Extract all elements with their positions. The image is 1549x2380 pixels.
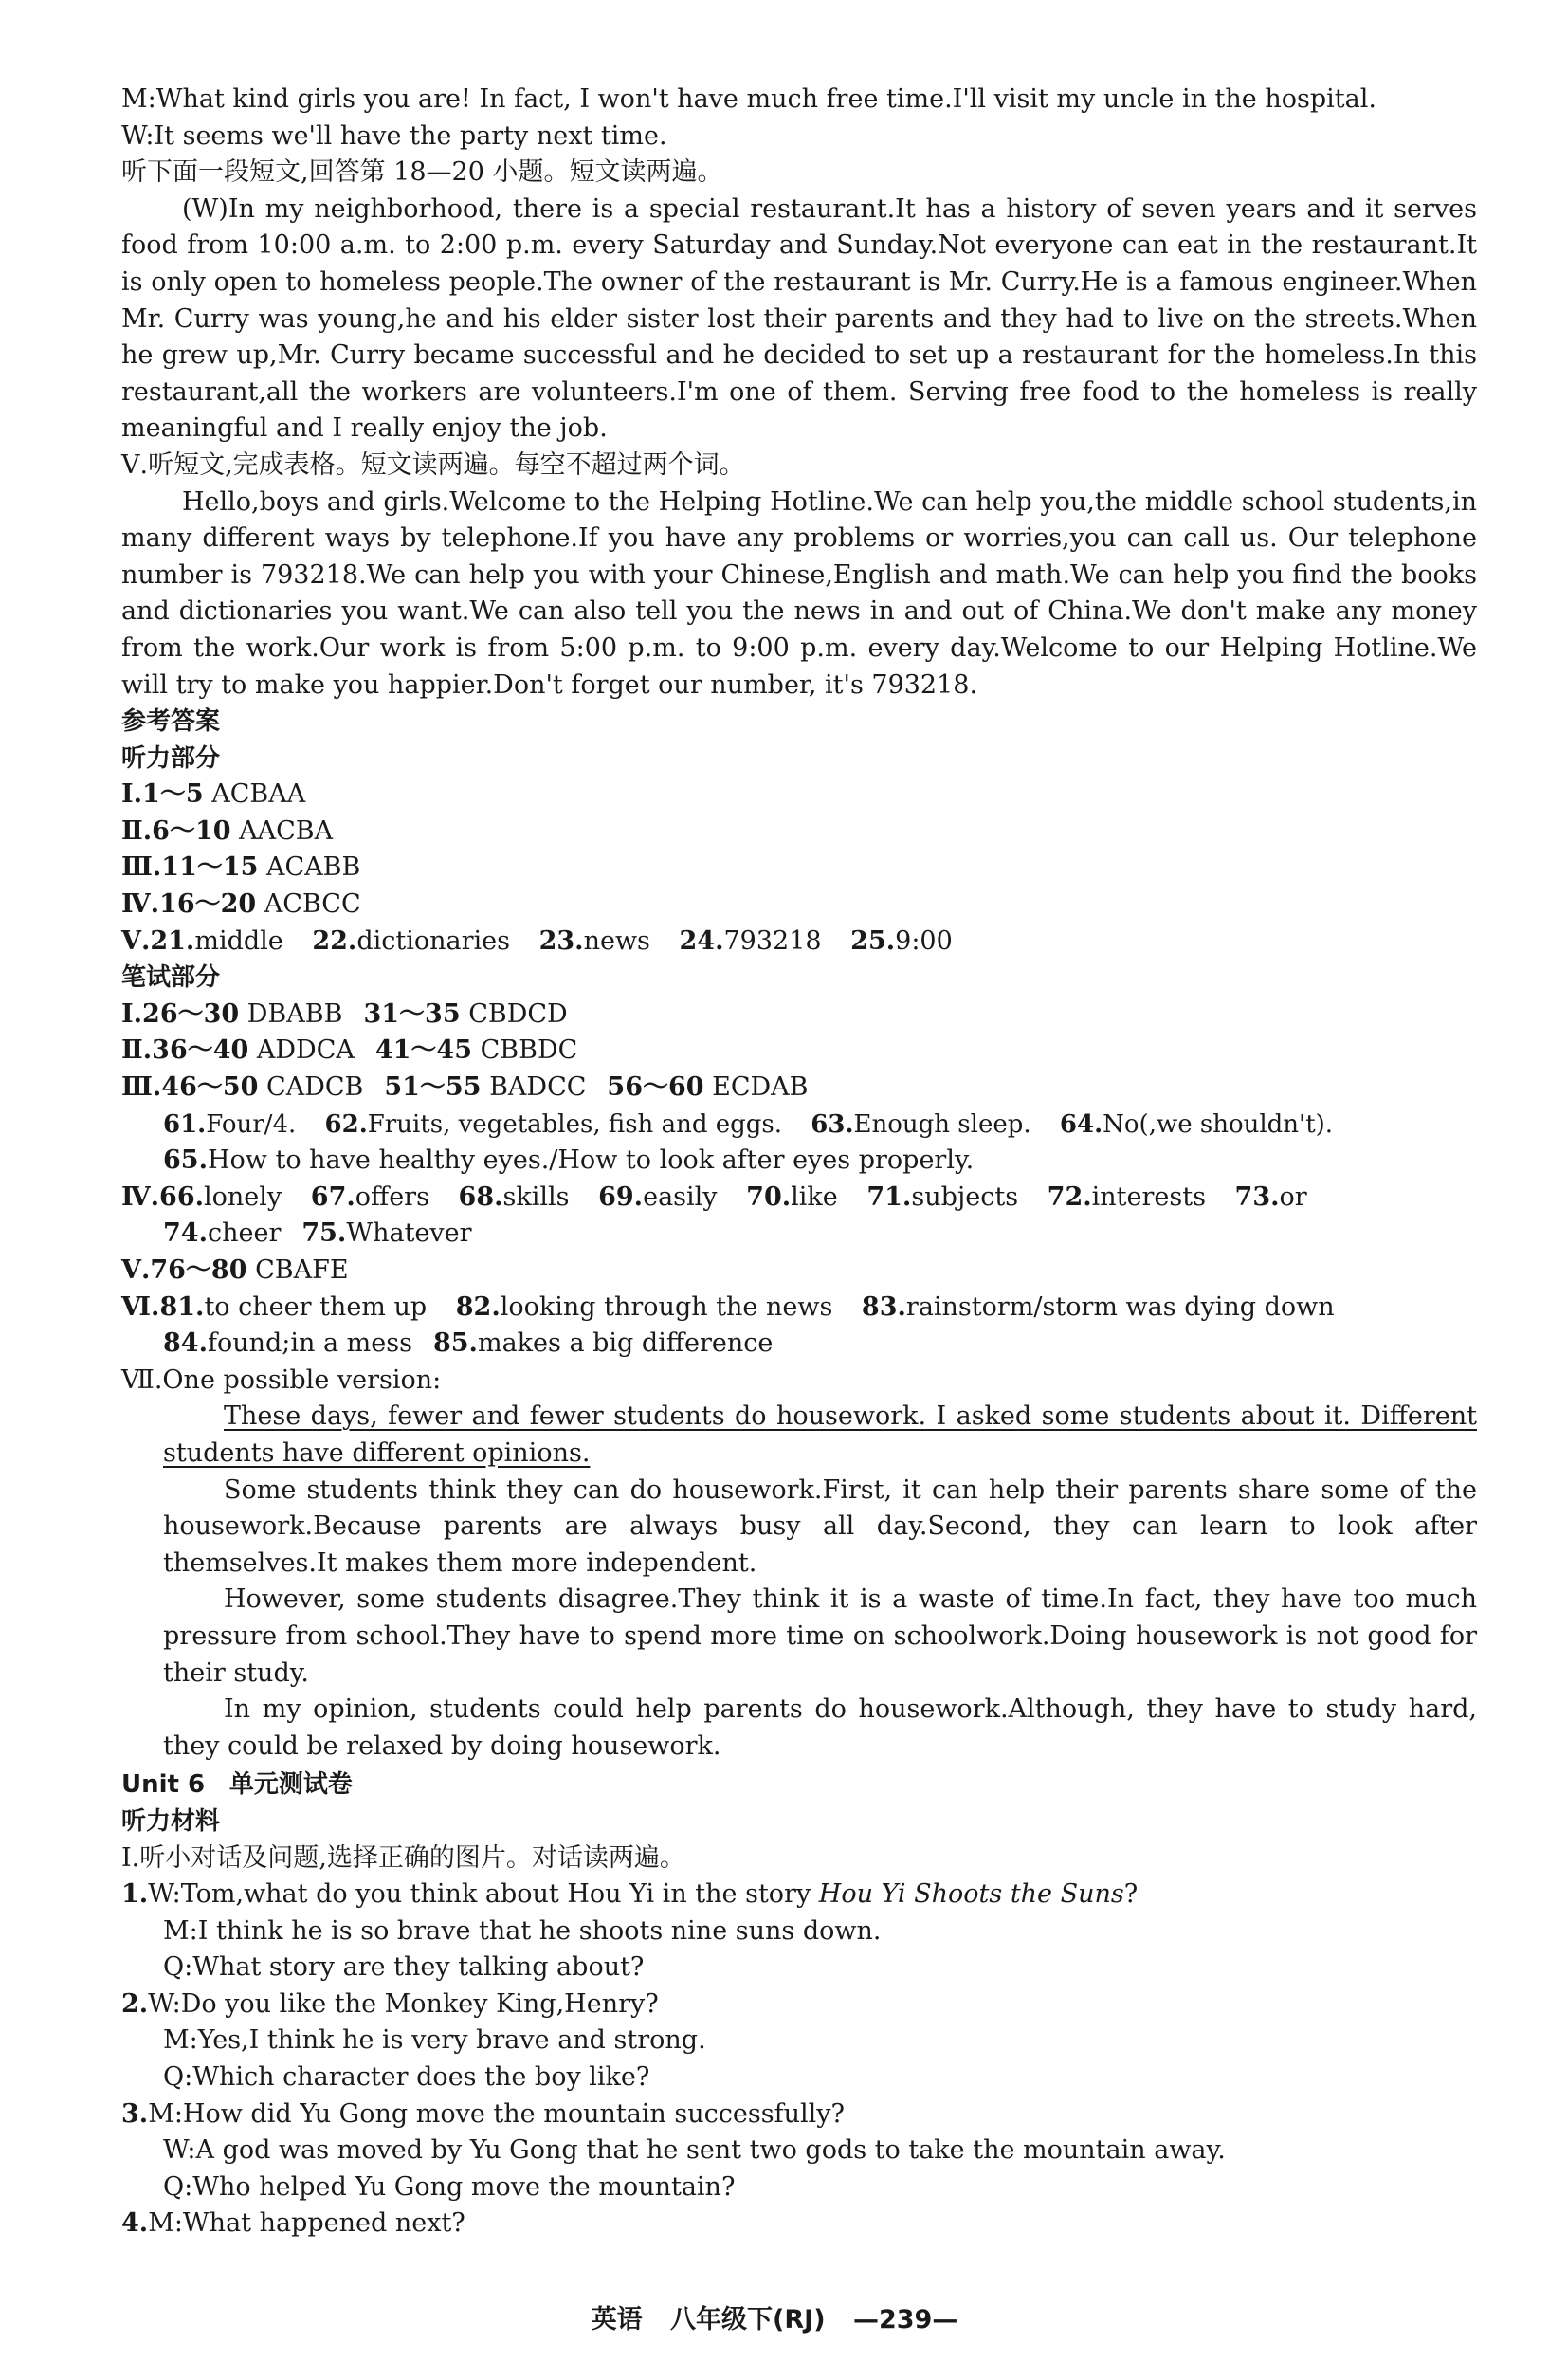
dialogue-line: Q:What story are they talking about? (163, 1952, 645, 1983)
model-essay-label: Ⅶ.One possible version: (121, 1364, 442, 1395)
dialogue-line: 1.W:Tom,what do you think about Hou Yi in the story Hou Yi Shoots the Suns? (121, 1879, 1139, 1910)
dialogue-line: 2.W:Do you like the Monkey King,Henry? (121, 1988, 659, 2019)
page-content (121, 82, 1477, 2243)
answer-row: Ⅱ.36～40 ADDCA 41～45 CBBDC (121, 1035, 578, 1066)
answer-row: Ⅰ.1～5 ACBAA (121, 779, 306, 810)
unit-title: Unit 6 单元测试卷 (121, 1770, 353, 1800)
dialogue-line: M:I think he is so brave that he shoots nine suns down. (163, 1915, 882, 1946)
dialogue-line: M:Yes,I think he is very brave and strong. (163, 2025, 706, 2056)
answer-row: Ⅳ.66.lonely 67.offers 68.skills 69.easily 70.like 71.subjects 72.interests 73.or (121, 1181, 1307, 1212)
listening-heading: 听力部分 (121, 743, 221, 773)
answer-row: Ⅳ.16～20 ACBCC (121, 889, 361, 920)
answer-row: 84.found;in a mess 85.makes a big difference (163, 1328, 774, 1359)
dialogue-line: 4.M:What happened next? (121, 2208, 465, 2239)
answer-row: Ⅲ.46～50 CADCB 51～55 BADCC 56～60 ECDAB (121, 1072, 809, 1103)
answer-row: 74.cheer 75.Whatever (163, 1218, 472, 1249)
essay-paragraph: Some students think they can do housework.First, it can help their parents share some of the housework.Because parents are always busy all day.Second, they can learn to look after themselves.It makes them more independent. (163, 1474, 1477, 1578)
answer-row: Ⅴ.76～80 CBAFE (121, 1255, 349, 1285)
listening-materials-heading: 听力材料 (121, 1806, 221, 1836)
instruction-line: 听下面一段短文,回答第 18—20 小题。短文读两遍。 (121, 157, 723, 188)
dialogue-line: W:It seems we'll have the party next time. (121, 120, 667, 151)
footer-grade: 八年级下(RJ) (670, 2305, 826, 2334)
dialogue-line: W:A god was moved by Yu Gong that he sent two gods to take the mountain away. (163, 2135, 1226, 2166)
writing-heading: 笔试部分 (121, 963, 221, 993)
passage-restaurant: (W)In my neighborhood, there is a special restaurant.It has a history of seven years and it serves food from 10:00 a.m. to 2:00 p.m. every Saturday and Sunday.Not everyone can eat in the restaurant.It is only open to homeless people.The owner of the restaurant is Mr. Curry.He is a famous engineer.When Mr. Curry was young,he and his elder sister lost their parents and they had to live on the streets.When he grew up,Mr. Curry became successful and he decided to set up a restaurant for the homeless.In this restaurant,all the workers are volunteers.I'm one of them. Serving free food to the homeless is really meaningful and I really enjoy the job. (121, 193, 1477, 444)
answer-row: Ⅵ.81.to cheer them up 82.looking through the news 83.rainstorm/storm was dying down (121, 1291, 1335, 1322)
answer-row: 65.How to have healthy eyes./How to look after eyes properly. (163, 1145, 975, 1176)
answer-row: Ⅲ.11～15 ACABB (121, 852, 361, 883)
dialogue-line: Q:Which character does the boy like? (163, 2062, 650, 2093)
answer-row: Ⅱ.6～10 AACBA (121, 815, 334, 846)
instruction-line: Ⅴ.听短文,完成表格。短文读两遍。每空不超过两个词。 (121, 449, 745, 480)
answer-row: 61.Four/4. 62.Fruits, vegetables, fish and eggs. 63.Enough sleep. 64.No(,we shouldn't). (163, 1109, 1334, 1139)
passage-hotline: Hello,boys and girls.Welcome to the Helping Hotline.We can help you,the middle school students,in many different ways by telephone.If you have any problems or worries,you can call us. Our telephone number is 793218.We can help you with your Chinese,English and math.We can help you find the books and dictionaries you want.We can also tell you the news in and out of China.We don't make any money from the work.Our work is from 5:00 p.m. to 9:00 p.m. every day.Welcome to our Helping Hotline.We will try to make you happier.Don't forget our number, it's 793218. (121, 486, 1477, 700)
dialogue-line: M:What kind girls you are! In fact, I won't have much free time.I'll visit my uncle in the hospital. (121, 84, 1376, 114)
dialogue-line: Q:Who helped Yu Gong move the mountain? (163, 2171, 736, 2202)
dialogue-line: 3.M:How did Yu Gong move the mountain successfully? (121, 2098, 845, 2129)
page-footer (0, 2298, 1549, 2335)
answers-heading: 参考答案 (121, 707, 221, 737)
answer-row: Ⅰ.26～30 DBABB 31～35 CBDCD (121, 998, 568, 1029)
essay-paragraph: These days, fewer and fewer students do housework. I asked some students about it. Different students have different opinions. (163, 1401, 1477, 1468)
instruction-line: Ⅰ.听小对话及问题,选择正确的图片。对话读两遍。 (121, 1842, 685, 1873)
answer-row: Ⅴ.21.middle 22.dictionaries 23.news 24.793218 25.9:00 (121, 925, 953, 956)
page-number: —239— (852, 2305, 958, 2334)
essay-paragraph: However, some students disagree.They think it is a waste of time.In fact, they have too much pressure from school.They have to spend more time on schoolwork.Doing housework is not good for their study. (163, 1584, 1477, 1688)
essay-paragraph: In my opinion, students could help parents do housework.Although, they have to study hard, they could be relaxed by doing housework. (163, 1694, 1477, 1761)
footer-subject: 英语 (591, 2305, 643, 2334)
